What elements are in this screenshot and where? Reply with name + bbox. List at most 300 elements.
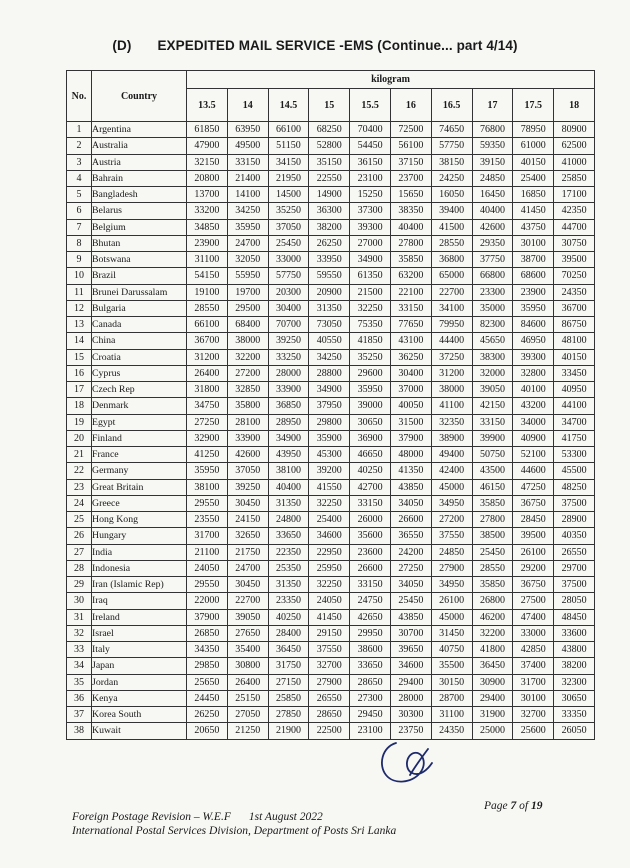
rate-cell: 28900 (554, 512, 595, 528)
rate-cell: 35900 (309, 430, 350, 446)
rate-cell: 40100 (513, 382, 554, 398)
rate-cell: 39250 (227, 479, 268, 495)
rate-cell: 25850 (268, 690, 309, 706)
rate-cell: 28000 (390, 690, 431, 706)
rate-cell: 29350 (472, 235, 513, 251)
rate-cell: 29950 (350, 625, 391, 641)
rate-cell: 66800 (472, 268, 513, 284)
rate-cell: 30400 (390, 365, 431, 381)
rate-cell: 40150 (513, 154, 554, 170)
rate-cell: 15650 (390, 187, 431, 203)
rate-cell: 44100 (554, 398, 595, 414)
rate-cell: 35850 (390, 252, 431, 268)
rate-cell: 33600 (554, 625, 595, 641)
rate-cell: 36750 (513, 577, 554, 593)
rate-cell: 27500 (513, 593, 554, 609)
rate-cell: 32350 (431, 414, 472, 430)
rate-cell: 43850 (390, 479, 431, 495)
table-row (67, 528, 595, 544)
rate-cell: 57750 (431, 138, 472, 154)
rate-cell: 39300 (350, 219, 391, 235)
rate-cell: 38200 (309, 219, 350, 235)
rate-cell: 20800 (187, 170, 228, 186)
country-name: Argentina (92, 122, 187, 138)
rate-cell: 70400 (350, 122, 391, 138)
table-row (67, 723, 595, 739)
rate-cell: 38000 (227, 333, 268, 349)
rate-cell: 32650 (227, 528, 268, 544)
row-number: 38 (67, 723, 92, 739)
row-number: 33 (67, 642, 92, 658)
rate-cell: 28100 (227, 414, 268, 430)
table-row (67, 642, 595, 658)
rate-cell: 32000 (472, 365, 513, 381)
rate-cell: 36550 (390, 528, 431, 544)
rate-cell: 38150 (431, 154, 472, 170)
rate-cell: 45500 (554, 463, 595, 479)
rate-cell: 63200 (390, 268, 431, 284)
rate-cell: 39200 (309, 463, 350, 479)
rate-cell: 30750 (554, 235, 595, 251)
rate-cell: 31700 (187, 528, 228, 544)
rate-cell: 29550 (187, 495, 228, 511)
rate-cell: 75350 (350, 317, 391, 333)
rate-cell: 27050 (227, 707, 268, 723)
country-name: Bangladesh (92, 187, 187, 203)
table-row (67, 430, 595, 446)
rate-cell: 45300 (309, 447, 350, 463)
country-name: Austria (92, 154, 187, 170)
rate-cell: 35000 (472, 300, 513, 316)
row-number: 34 (67, 658, 92, 674)
country-name: Brunei Darussalam (92, 284, 187, 300)
rate-cell: 66100 (187, 317, 228, 333)
rate-cell: 34100 (431, 300, 472, 316)
rate-cell: 24850 (472, 170, 513, 186)
footer-revision: Foreign Postage Revision – W.E.F (72, 811, 231, 823)
rate-cell: 29800 (309, 414, 350, 430)
country-name: Bhutan (92, 235, 187, 251)
rate-cell: 30400 (268, 300, 309, 316)
table-row (67, 544, 595, 560)
rate-cell: 16450 (472, 187, 513, 203)
rate-cell: 19700 (227, 284, 268, 300)
rate-cell: 42700 (350, 479, 391, 495)
rate-cell: 31900 (472, 707, 513, 723)
rate-cell: 39400 (431, 203, 472, 219)
rate-cell: 39250 (268, 333, 309, 349)
rate-cell: 30100 (513, 690, 554, 706)
rate-cell: 20300 (268, 284, 309, 300)
row-number: 2 (67, 138, 92, 154)
rate-cell: 24850 (431, 544, 472, 560)
row-number: 8 (67, 235, 92, 251)
rate-cell: 27200 (431, 512, 472, 528)
rate-cell: 33900 (268, 382, 309, 398)
row-number: 32 (67, 625, 92, 641)
country-name: Indonesia (92, 560, 187, 576)
rate-cell: 22100 (390, 284, 431, 300)
row-number: 24 (67, 495, 92, 511)
rate-cell: 31800 (187, 382, 228, 398)
rate-cell: 24700 (227, 235, 268, 251)
row-number: 6 (67, 203, 92, 219)
table-row (67, 203, 595, 219)
rate-cell: 35950 (227, 219, 268, 235)
rate-cell: 29700 (554, 560, 595, 576)
country-name: Bulgaria (92, 300, 187, 316)
rate-cell: 29550 (187, 577, 228, 593)
rate-cell: 53300 (554, 447, 595, 463)
rate-cell: 33200 (187, 203, 228, 219)
rate-cell: 80900 (554, 122, 595, 138)
rate-cell: 20650 (187, 723, 228, 739)
country-name: Jordan (92, 674, 187, 690)
rate-cell: 29400 (472, 690, 513, 706)
table-row (67, 674, 595, 690)
footer-division: International Postal Services Division, Department of Posts Sri Lanka (72, 825, 397, 837)
rate-cell: 46150 (472, 479, 513, 495)
rate-cell: 30700 (390, 625, 431, 641)
rate-cell: 38100 (187, 479, 228, 495)
rate-cell: 32900 (187, 430, 228, 446)
rate-cell: 36700 (554, 300, 595, 316)
rate-cell: 25400 (309, 512, 350, 528)
rate-cell: 22000 (187, 593, 228, 609)
country-name: Greece (92, 495, 187, 511)
rate-cell: 50750 (472, 447, 513, 463)
rate-cell: 23600 (350, 544, 391, 560)
rate-cell: 33900 (227, 430, 268, 446)
rate-cell: 25350 (268, 560, 309, 576)
row-number: 12 (67, 300, 92, 316)
table-row (67, 625, 595, 641)
rate-cell: 39150 (472, 154, 513, 170)
country-name: Brazil (92, 268, 187, 284)
rate-cell: 38600 (350, 642, 391, 658)
country-name: Botswana (92, 252, 187, 268)
rate-cell: 48000 (390, 447, 431, 463)
rate-cell: 32050 (227, 252, 268, 268)
rate-cell: 38300 (472, 349, 513, 365)
rate-cell: 26600 (350, 560, 391, 576)
rate-cell: 41850 (350, 333, 391, 349)
rate-cell: 68600 (513, 268, 554, 284)
row-number: 16 (67, 365, 92, 381)
rate-cell: 34350 (187, 642, 228, 658)
rate-cell: 48450 (554, 609, 595, 625)
row-number: 17 (67, 382, 92, 398)
rate-cell: 26000 (350, 512, 391, 528)
rate-cell: 33150 (350, 495, 391, 511)
rate-cell: 37300 (350, 203, 391, 219)
rate-cell: 37050 (227, 463, 268, 479)
rate-cell: 74650 (431, 122, 472, 138)
country-name: Cyprus (92, 365, 187, 381)
rate-cell: 20900 (309, 284, 350, 300)
rate-cell: 31100 (431, 707, 472, 723)
rate-cell: 59550 (309, 268, 350, 284)
rate-cell: 39050 (227, 609, 268, 625)
rate-cell: 14500 (268, 187, 309, 203)
rate-cell: 14100 (227, 187, 268, 203)
rate-cell: 41500 (431, 219, 472, 235)
rate-cell: 39500 (554, 252, 595, 268)
table-row (67, 365, 595, 381)
rate-cell: 35850 (472, 577, 513, 593)
table-row (67, 382, 595, 398)
rate-cell: 27800 (472, 512, 513, 528)
rate-cell: 44700 (554, 219, 595, 235)
rate-cell: 39300 (513, 349, 554, 365)
rate-cell: 41350 (390, 463, 431, 479)
rate-cell: 63950 (227, 122, 268, 138)
country-name: India (92, 544, 187, 560)
rate-cell: 65000 (431, 268, 472, 284)
rate-cell: 70700 (268, 317, 309, 333)
rate-cell: 36150 (350, 154, 391, 170)
rate-cell: 27000 (350, 235, 391, 251)
rate-cell: 28800 (309, 365, 350, 381)
rate-cell: 33450 (554, 365, 595, 381)
rate-cell: 37550 (431, 528, 472, 544)
rate-cell: 27300 (350, 690, 391, 706)
table-row (67, 138, 595, 154)
table-row (67, 170, 595, 186)
footer (72, 810, 396, 838)
rate-cell: 42650 (350, 609, 391, 625)
rate-cell: 54450 (350, 138, 391, 154)
rate-cell: 35950 (350, 382, 391, 398)
rate-cell: 40050 (390, 398, 431, 414)
rate-cell: 35600 (350, 528, 391, 544)
rate-cell: 31200 (187, 349, 228, 365)
row-number: 23 (67, 479, 92, 495)
rate-cell: 34250 (227, 203, 268, 219)
rate-cell: 33000 (513, 625, 554, 641)
country-name: Finland (92, 430, 187, 446)
table-row (67, 252, 595, 268)
rate-cell: 48250 (554, 479, 595, 495)
rate-cell: 61850 (187, 122, 228, 138)
rate-cell: 30300 (390, 707, 431, 723)
country-name: France (92, 447, 187, 463)
table-row (67, 122, 595, 138)
rate-cell: 47250 (513, 479, 554, 495)
rate-cell: 39500 (513, 528, 554, 544)
rate-cell: 41250 (187, 447, 228, 463)
rate-cell: 47400 (513, 609, 554, 625)
rate-cell: 46950 (513, 333, 554, 349)
rate-cell: 37750 (472, 252, 513, 268)
rate-cell: 16850 (513, 187, 554, 203)
rate-cell: 30650 (554, 690, 595, 706)
page-heading (0, 38, 630, 53)
rate-cell: 31450 (431, 625, 472, 641)
rate-cell: 25950 (309, 560, 350, 576)
rate-cell: 33150 (350, 577, 391, 593)
rate-cell: 28650 (309, 707, 350, 723)
country-name: Iran (Islamic Rep) (92, 577, 187, 593)
country-name: Canada (92, 317, 187, 333)
table-row (67, 609, 595, 625)
rate-cell: 36900 (350, 430, 391, 446)
table-row (67, 658, 595, 674)
row-number: 5 (67, 187, 92, 203)
weight-header: 18 (554, 89, 595, 122)
rate-cell: 30800 (227, 658, 268, 674)
rate-cell: 23550 (187, 512, 228, 528)
rate-cell: 66100 (268, 122, 309, 138)
row-number: 18 (67, 398, 92, 414)
rate-cell: 49500 (227, 138, 268, 154)
rate-cell: 33950 (309, 252, 350, 268)
rate-cell: 40900 (513, 430, 554, 446)
rate-cell: 23300 (472, 284, 513, 300)
rate-cell: 32200 (227, 349, 268, 365)
rate-cell: 24150 (227, 512, 268, 528)
row-number: 30 (67, 593, 92, 609)
rate-cell: 26850 (187, 625, 228, 641)
rate-cell: 49400 (431, 447, 472, 463)
rate-cell: 44400 (431, 333, 472, 349)
rate-cell: 52800 (309, 138, 350, 154)
rate-cell: 31700 (513, 674, 554, 690)
rate-cell: 37550 (309, 642, 350, 658)
rate-cell: 36250 (390, 349, 431, 365)
rate-cell: 31750 (268, 658, 309, 674)
table-row (67, 284, 595, 300)
row-number: 35 (67, 674, 92, 690)
rate-cell: 43200 (513, 398, 554, 414)
rate-cell: 36700 (187, 333, 228, 349)
header-kilogram: kilogram (187, 71, 595, 89)
rate-cell: 35400 (227, 642, 268, 658)
weight-header: 14 (227, 89, 268, 122)
country-name: Hong Kong (92, 512, 187, 528)
rate-cell: 68400 (227, 317, 268, 333)
footer-date: 1st August 2022 (248, 811, 323, 823)
rate-cell: 45650 (472, 333, 513, 349)
rate-cell: 86750 (554, 317, 595, 333)
rate-cell: 31100 (187, 252, 228, 268)
rate-cell: 32150 (187, 154, 228, 170)
country-name: Egypt (92, 414, 187, 430)
rate-cell: 32700 (513, 707, 554, 723)
rate-cell: 30900 (472, 674, 513, 690)
rate-cell: 27250 (390, 560, 431, 576)
rate-cell: 34600 (309, 528, 350, 544)
country-name: China (92, 333, 187, 349)
table-row (67, 235, 595, 251)
rate-cell: 17100 (554, 187, 595, 203)
rate-cell: 82300 (472, 317, 513, 333)
rate-cell: 40350 (554, 528, 595, 544)
country-name: Kuwait (92, 723, 187, 739)
rate-cell: 44600 (513, 463, 554, 479)
rate-cell: 48100 (554, 333, 595, 349)
signature (376, 735, 440, 787)
rate-cell: 25400 (513, 170, 554, 186)
rate-cell: 35850 (472, 495, 513, 511)
rate-cell: 43950 (268, 447, 309, 463)
rate-cell: 57750 (268, 268, 309, 284)
rate-cell: 42350 (554, 203, 595, 219)
rate-cell: 21750 (227, 544, 268, 560)
rate-cell: 34050 (390, 577, 431, 593)
rate-cell: 28650 (350, 674, 391, 690)
rate-cell: 28700 (431, 690, 472, 706)
rate-cell: 34600 (390, 658, 431, 674)
row-number: 4 (67, 170, 92, 186)
rate-cell: 30650 (350, 414, 391, 430)
rate-cell: 30150 (431, 674, 472, 690)
rate-cell: 24050 (309, 593, 350, 609)
rate-cell: 43850 (390, 609, 431, 625)
rate-cell: 22350 (268, 544, 309, 560)
country-name: Germany (92, 463, 187, 479)
rate-cell: 31500 (390, 414, 431, 430)
table-row (67, 398, 595, 414)
rate-cell: 55950 (227, 268, 268, 284)
rate-cell: 45000 (431, 479, 472, 495)
rate-cell: 37400 (513, 658, 554, 674)
rate-cell: 54150 (187, 268, 228, 284)
rate-cell: 51150 (268, 138, 309, 154)
rate-cell: 22700 (431, 284, 472, 300)
rate-cell: 32250 (309, 495, 350, 511)
rate-cell: 27250 (187, 414, 228, 430)
table-row (67, 479, 595, 495)
weight-header: 17 (472, 89, 513, 122)
rate-cell: 27200 (227, 365, 268, 381)
rate-cell: 31350 (268, 495, 309, 511)
rate-cell: 21950 (268, 170, 309, 186)
rate-cell: 37500 (554, 495, 595, 511)
rate-cell: 40150 (554, 349, 595, 365)
rate-cell: 33150 (227, 154, 268, 170)
rate-cell: 43750 (513, 219, 554, 235)
rate-cell: 40950 (554, 382, 595, 398)
rate-cell: 41000 (554, 154, 595, 170)
rate-cell: 62500 (554, 138, 595, 154)
row-number: 31 (67, 609, 92, 625)
rate-cell: 26100 (431, 593, 472, 609)
rate-cell: 34900 (350, 252, 391, 268)
rate-cell: 34850 (187, 219, 228, 235)
table-row (67, 333, 595, 349)
row-number: 36 (67, 690, 92, 706)
rate-cell: 36300 (309, 203, 350, 219)
section-title: EXPEDITED MAIL SERVICE -EMS (Continue... part 4/14) (157, 38, 518, 53)
rate-cell: 23700 (390, 170, 431, 186)
rate-cell: 35950 (513, 300, 554, 316)
rate-cell: 33350 (554, 707, 595, 723)
row-number: 15 (67, 349, 92, 365)
page-mid: of (516, 800, 531, 812)
rate-cell: 79950 (431, 317, 472, 333)
rate-cell: 32200 (472, 625, 513, 641)
rate-cell: 21100 (187, 544, 228, 560)
rate-cell: 40400 (268, 479, 309, 495)
rate-cell: 35250 (350, 349, 391, 365)
rate-cell: 40250 (350, 463, 391, 479)
rate-cell: 38000 (431, 382, 472, 398)
rate-cell: 33150 (390, 300, 431, 316)
row-number: 25 (67, 512, 92, 528)
rate-cell: 34900 (268, 430, 309, 446)
rate-cell: 15250 (350, 187, 391, 203)
